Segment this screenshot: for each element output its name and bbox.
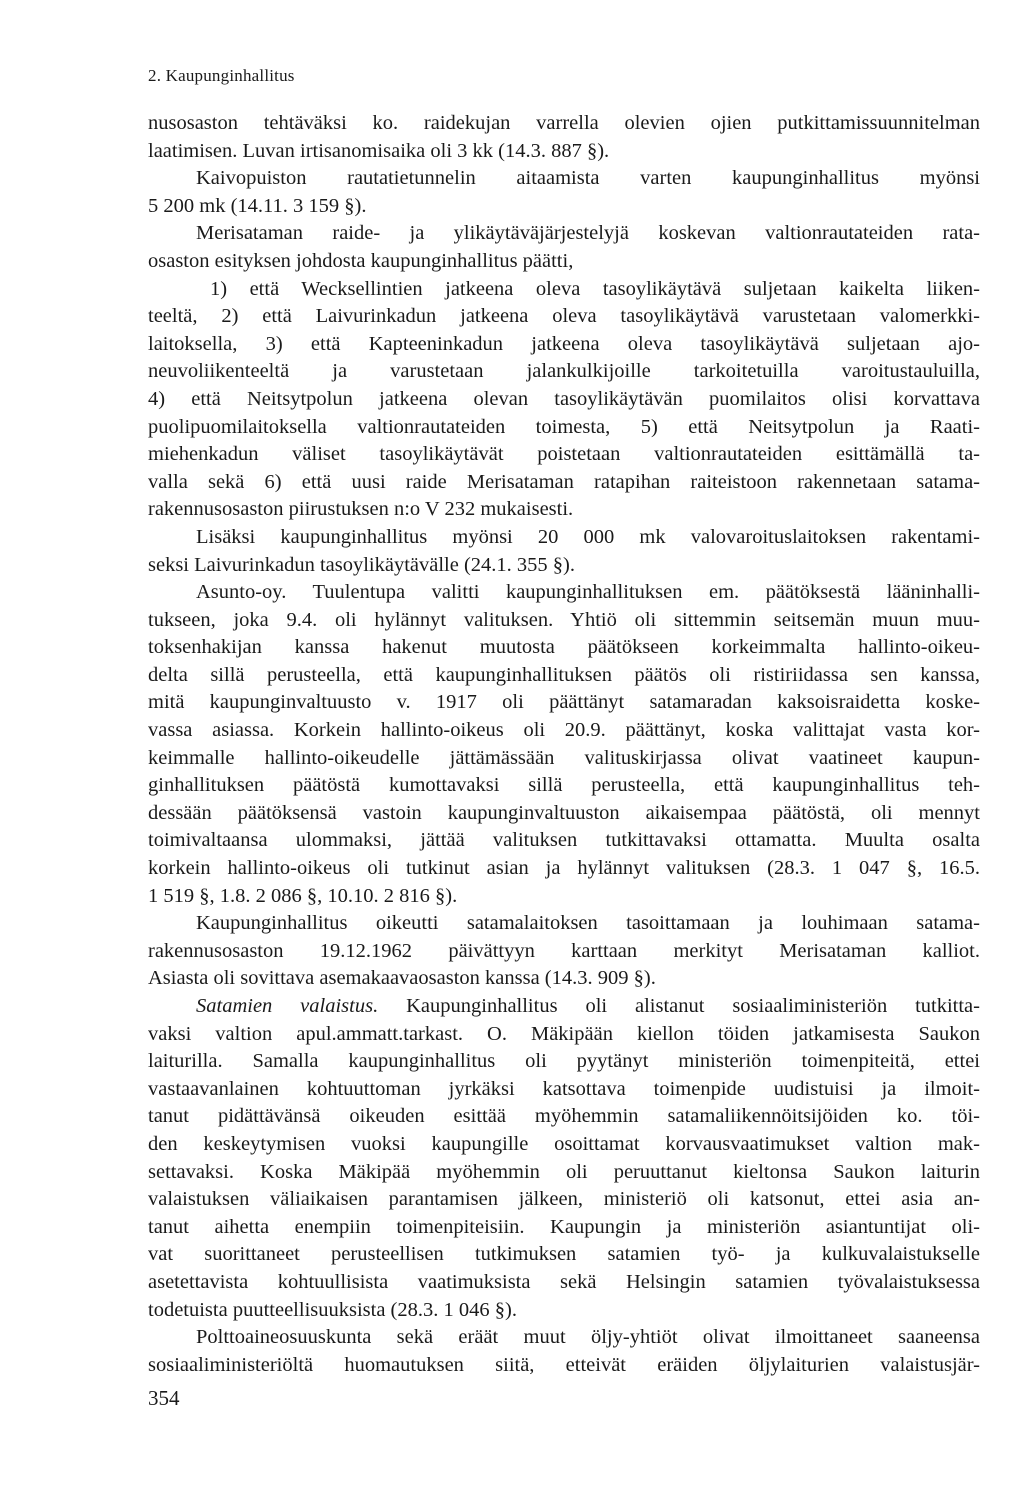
text-line: miehenkadun väliset tasoylikäytävät poistetaan valtionrautateiden esittämällä ta- [148,443,980,466]
text-line: teeltä, 2) että Laivurinkadun jatkeena oleva tasoylikäytävä varustetaan valomerkki- [148,305,980,328]
body-text [148,110,980,1379]
text-line: laitoksella, 3) että Kapteeninkadun jatkeena oleva tasoylikäytävä suljetaan ajo- [148,332,980,355]
text-line: rakennusosaston piirustuksen n:o V 232 mukaisesti. [148,498,574,521]
text-line: todetuista puutteellisuuksista (28.3. 1 046 §). [148,1298,517,1321]
text-line: Asiasta oli sovittava asemakaavaosaston kanssa (14.3. 909 §). [148,967,656,990]
text-line: 4) että Neitsytpolun jatkeena olevan tasoylikäytävän puomilaitos olisi korvattava [148,387,980,410]
text-line: den keskeytymisen vuoksi kaupungille osoittamat korvausvaatimukset valtion mak- [148,1132,980,1155]
text-line: 1 519 §, 1.8. 2 086 §, 10.10. 2 816 §). [148,884,458,907]
text-line: laatimisen. Luvan irtisanomisaika oli 3 kk (14.3. 887 §). [148,139,610,162]
text-line: vat suorittaneet perusteellisen tutkimuksen satamien työ- ja kulkuvalaistukselle [148,1243,980,1266]
text-line: sosiaaliministeriöltä huomautuksen siitä, etteivät eräiden öljylaiturien valaistusjär- [148,1353,980,1376]
text-line: tanut aihetta enempiin toimenpiteisiin. Kaupungin ja ministeriön asiantuntijat oli- [148,1215,980,1238]
section-text: Kaupunginhallitus oli alistanut sosiaaliministeriön tutkitta- [378,995,980,1017]
text-line: neuvoliikenteeltä ja varustetaan jalankulkijoille tarkoitetuilla varoitustauluilla, [148,360,980,383]
text-line: settavaksi. Koska Mäkipää myöhemmin oli peruuttanut kieltonsa Saukon laiturin [148,1160,980,1183]
text-line: vastaavanlainen kohtuuttoman jyrkäksi katsottava toimenpide uudistuisi ja ilmoit- [148,1077,980,1100]
text-line: vaksi valtion apul.ammatt.tarkast. O. Mäkipään kiellon töiden jatkamisesta Saukon [148,1022,980,1045]
text-line: seksi Laivurinkadun tasoylikäytävälle (24.1. 355 §). [148,553,575,576]
text-line: delta sillä perusteella, että kaupunginhallituksen päätös oli ristiriidassa sen kanssa, [148,663,980,686]
text-line [148,993,980,1021]
text-line: Polttoaineosuuskunta sekä eräät muut öljy-yhtiöt olivat ilmoittaneet saaneensa [196,1326,980,1349]
text-line: Kaupunginhallitus oikeutti satamalaitoksen tasoittamaan ja louhimaan satama- [196,912,980,935]
text-line: 5 200 mk (14.11. 3 159 §). [148,194,367,217]
text-line: Kaivopuiston rautatietunnelin aitaamista varten kaupunginhallitus myönsi [196,167,980,190]
text-line: valaistuksen väliaikaisen parantamisen jälkeen, ministeriö oli katsonut, ettei asia an- [148,1188,980,1211]
text-line: puolipuomilaitoksella valtionrautateiden toimesta, 5) että Neitsytpolun ja Raati- [148,415,980,438]
text-line: asetettavista kohtuullisista vaatimuksista sekä Helsingin satamien työvalaistuksessa [148,1270,980,1293]
page-number: 354 [148,1386,180,1410]
text-line: rakennusosaston 19.12.1962 päivättyyn karttaan merkityt Merisataman kalliot. [148,939,980,962]
text-line: tanut pidättävänsä oikeuden esittää myöhemmin satamaliikennöitsijöiden ko. töi- [148,1105,980,1128]
section-heading: Satamien valaistus. [196,995,379,1017]
text-line: toksenhakijan kanssa hakenut muutosta päätökseen korkeimmalta hallinto-oikeu- [148,636,980,659]
text-line: valla sekä 6) että uusi raide Merisataman ratapihan raiteistoon rakennetaan satama- [148,470,980,493]
text-line: Asunto-oy. Tuulentupa valitti kaupunginhallituksen em. päätöksestä lääninhalli- [196,581,980,604]
text-line: 1) että Wecksellintien jatkeena oleva tasoylikäytävä suljetaan kaikelta liiken- [210,277,980,300]
text-line: tukseen, joka 9.4. oli hylännyt valituksen. Yhtiö oli sittemmin seitsemän muun muu- [148,608,980,631]
text-line: korkein hallinto-oikeus oli tutkinut asian ja hylännyt valituksen (28.3. 1 047 §, 16.5. [148,857,980,880]
text-line: toimivaltaansa ulommaksi, jättää valituksen tutkittavaksi ottamatta. Muulta osalta [148,829,980,852]
text-line: dessään päätöksensä vastoin kaupunginvaltuuston aikaisempaa päätöstä, oli mennyt [148,801,980,824]
text-line: mitä kaupunginvaltuusto v. 1917 oli päättänyt satamaradan kaksoisraidetta koske- [148,691,980,714]
text-line: keimmalle hallinto-oikeudelle jättämässään valituskirjassa olivat vaatineet kaupun- [148,746,980,769]
running-title: 2. Kaupunginhallitus [148,66,295,85]
text-line: Merisataman raide- ja ylikäytäväjärjestelyjä koskevan valtionrautateiden rata- [196,222,980,245]
text-line: vassa asiassa. Korkein hallinto-oikeus oli 20.9. päättänyt, koska valittajat vasta kor- [148,719,980,742]
text-line: Lisäksi kaupunginhallitus myönsi 20 000 mk valovaroituslaitoksen rakentami- [196,525,980,548]
text-line: laiturilla. Samalla kaupunginhallitus oli pyytänyt ministeriön toimenpiteitä, ettei [148,1050,980,1073]
text-line: nusosaston tehtäväksi ko. raidekujan varrella olevien ojien putkittamissuunnitelman [148,112,980,134]
text-line: osaston esityksen johdosta kaupunginhallitus päätti, [148,249,574,272]
text-line: ginhallituksen päätöstä kumottavaksi sillä perusteella, että kaupunginhallitus teh- [148,774,980,797]
